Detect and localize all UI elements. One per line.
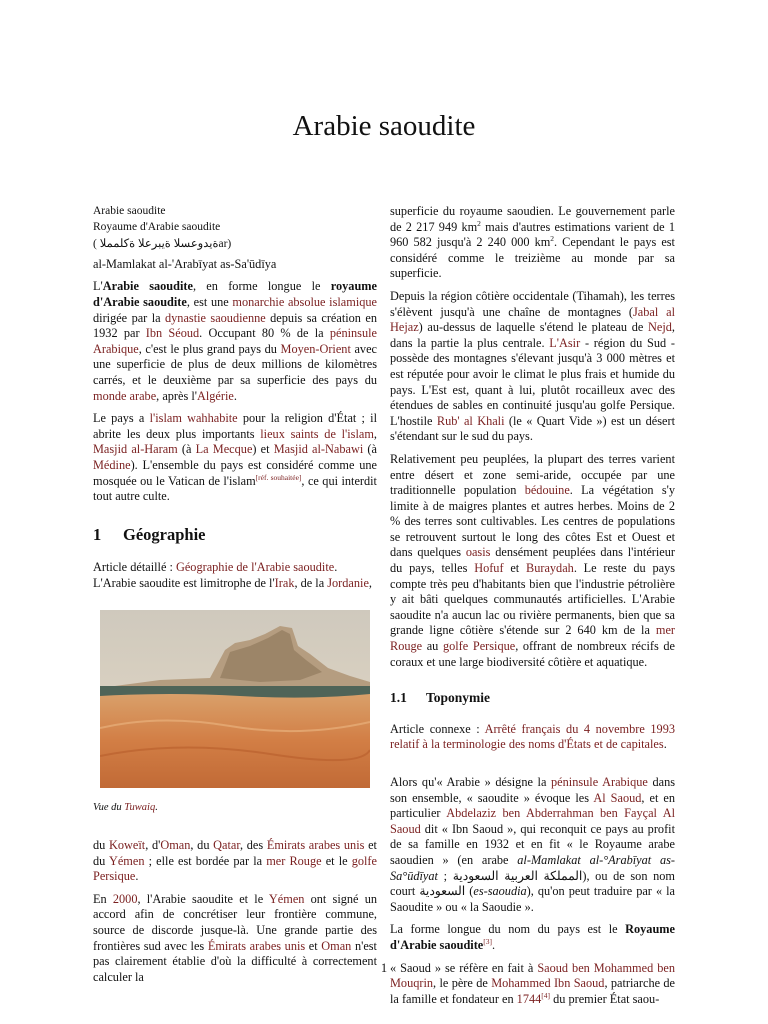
link-2000[interactable]: 2000	[112, 891, 138, 906]
toponymy-paragraph-2: La forme longue du nom du pays est le Royaume d'Arabie saoudite[3].	[390, 922, 675, 952]
link-hofuf[interactable]: Hofuf	[474, 561, 504, 576]
link-yemen[interactable]: Yémen	[108, 853, 145, 868]
link-peninsule-2[interactable]: péninsule Arabique	[551, 775, 648, 789]
tuwaiq-photo	[100, 610, 370, 788]
link-la-mecque[interactable]: La Mecque	[195, 442, 253, 457]
citation-4[interactable]: [4]	[541, 990, 551, 1000]
link-irak[interactable]: Irak	[274, 575, 295, 590]
left-column	[93, 204, 377, 992]
link-geographie-article[interactable]: Géographie de l'Arabie saoudite	[175, 560, 335, 575]
link-jabal-al-hejaz[interactable]: Jabal al Hejaz	[390, 304, 675, 335]
link-mer-rouge[interactable]: mer Rouge	[266, 853, 322, 868]
link-asir[interactable]: L'Asir	[549, 335, 581, 350]
page-title: Arabie saoudite	[292, 110, 476, 142]
neighbors-paragraph: du Koweït, d'Oman, du Qatar, des Émirats arabes unis et du Yémen ; elle est bordée par la mer Rouge et le golfe Persique.	[93, 838, 377, 884]
link-bedouine[interactable]: bédouine	[524, 483, 570, 498]
link-ibn-seoud[interactable]: Ibn Séoud	[145, 326, 200, 341]
link-peninsule[interactable]: péninsule Arabique	[93, 326, 377, 356]
link-oasis[interactable]: oasis	[465, 545, 491, 560]
link-monarchie[interactable]: monarchie absolue islamique	[232, 294, 377, 309]
intro-paragraph-2: Le pays a l'islam wahhabite pour la religion d'État ; il abrite les deux plus importants lieux saints de l'islam, Masjid al-Haram (à La Mecque) et Masjid al-Nabawi (à Médine). L'ensemble du pays est considéré comme une mosquée ou le Vatican de l'islam[réf. souhaitée], ce qui interdit tout autre culte.	[93, 411, 377, 504]
intro-paragraph-1: L'Arabie saoudite, en forme longue le royaume d'Arabie saoudite, est une monarchie absolue islamique dirigée par la dynastie saoudienne depuis sa création en 1932 par Ibn Séoud. Occupant 80 % de la péninsule Arabique, c'est le plus grand pays du Moyen-Orient avec une superficie de plus de deux millions de kilomètres carrés, et le deuxième par sa superficie des pays du monde arabe, après l'Algérie.	[93, 279, 377, 403]
link-oman-2[interactable]: Oman	[321, 938, 352, 953]
infobox-name: Arabie saoudite	[93, 205, 166, 217]
area-paragraph: superficie du royaume saoudien. Le gouvernement parle de 2 217 949 $km^2$ mais d'autres estimations varient de 1 960 582 jusqu'à 2 240 000 $km^2$. Cependant le pays est considéré comme le treizième au monde par sa superficie.	[390, 204, 675, 281]
link-rub-al-khali[interactable]: Rub' al Khali	[436, 413, 505, 428]
link-moyen-orient[interactable]: Moyen-Orient	[280, 341, 351, 356]
link-islam-wahhabite[interactable]: l'islam wahhabite	[149, 411, 238, 426]
link-yemen-2[interactable]: Yémen	[268, 891, 305, 906]
link-1744[interactable]: 1744	[516, 991, 542, 1006]
toponymy-paragraph-3: « Saoud » se réfère en fait à Saoud ben Mohammed ben Mouqrin, le père de Mohammed Ibn Saoud, patriarche de la famille et fondateur en 1744[4] du premier État saou-	[390, 960, 676, 1006]
link-tuwaiq[interactable]: Tuwaiq	[124, 802, 156, 814]
citation-3[interactable]: [3]	[483, 936, 493, 946]
population-paragraph: Relativement peu peuplées, la plupart des terres varient entre désert et zone semi-aride, occupée par une traditionnelle population bédouine. La végétation s'y limite à de maigres plantes et autres herbes. Moins de 2 % des terres sont cultivables. Les centres de populations se retrouvent surtout le long des côtes Est et Ouest et dans quelques oasis densément peuplées dans l'intérieur du pays, telles Hofuf et Buraydah. Le reste du pays compte très peu d'habitants bien que l'industrie pétrolière y ait bâti quelques communautés artificielles. L'Arabie saoudite n'a aucun lac ou rivière permanents, bien que sa grande ligne côtière s'étende sur 2 640 km de la mer Rouge au golfe Persique, offrant de nombreux récifs de coraux et une large biodiversité côtière et aquatique.	[390, 451, 676, 669]
infobox-transliteration: al-Mamlakat al-'Arabīyat as-Sa'ūdīya	[93, 256, 277, 271]
link-buraydah[interactable]: Buraydah	[526, 561, 574, 576]
infobox-long-name: Royaume d'Arabie saoudite	[93, 220, 221, 233]
connexe-article-note: Article connexe : Arrêté français du 4 novembre 1993 relatif à la terminologie des noms d'États et de capitales.	[390, 721, 675, 752]
link-algerie[interactable]: Algérie	[196, 388, 234, 403]
link-golfe-persique-2[interactable]: golfe Persique	[442, 639, 516, 654]
detail-article-note: Article détaillé : Géographie de l'Arabie saoudite.	[93, 560, 338, 575]
section-heading-geographie: 1 Géographie	[93, 524, 206, 544]
infobox-arabic-name: ( ةيدوعسلا ةيبرعلا ةكلمملاar)	[93, 238, 232, 251]
link-nejd[interactable]: Nejd	[648, 320, 672, 335]
link-masjid-al-haram[interactable]: Masjid al-Haram	[93, 442, 178, 457]
link-mohammed-ibn-saoud[interactable]: Mohammed Ibn Saoud	[491, 976, 605, 991]
link-dynastie[interactable]: dynastie saoudienne	[165, 310, 266, 325]
limit-line: L'Arabie saoudite est limitrophe de l'Irak, de la Jordanie,	[93, 575, 372, 590]
regions-paragraph: Depuis la région côtière occidentale (Tihamah), les terres s'élèvent jusqu'à une chaîne de montagnes (Jabal al Hejaz) au-dessus de laquelle s'étend le plateau de Nejd, dans la partie la plus centrale. L'Asir - région du Sud - possède des montagnes s'élevant jusqu'à 3 000 mètres et est réputée pour avoir le climat le plus frais et humide du pays. L'Est est, quant à lui, plutôt rocailleux avec des étendues de sables en continuité jusqu'au golfe Persique. L'hostile Rub' al Khali (le « Quart Vide ») est un désert s'étendant sur le sud du pays.	[390, 288, 676, 444]
link-jordanie[interactable]: Jordanie	[327, 575, 369, 590]
link-golfe-persique[interactable]: golfe Persique	[93, 853, 377, 884]
link-emirats-2[interactable]: Émirats arabes unis	[207, 938, 306, 953]
citation-needed[interactable]: [réf. souhaitée]	[255, 472, 302, 482]
link-mer-rouge-2[interactable]: mer Rouge	[390, 623, 675, 654]
link-medine[interactable]: Médine	[93, 457, 131, 472]
right-column	[390, 204, 675, 1014]
link-emirats[interactable]: Émirats arabes unis	[266, 838, 365, 853]
border-paragraph: En 2000, l'Arabie saoudite et le Yémen ont signé un accord afin de concrétiser leur frontière commune, source de discorde jusque-là. Une grande partie des frontières sud avec les Émirats arabes unis et Oman n'est pas clairement établie d'où la difficulté à correctement calculer la	[93, 891, 378, 984]
link-oman[interactable]: Oman	[160, 838, 191, 853]
page-number: 1	[380, 961, 388, 975]
figure-caption: Vue du Tuwaiq.	[93, 802, 158, 814]
section-heading-toponymie: 1.1 Toponymie	[390, 690, 491, 706]
link-qatar[interactable]: Qatar	[213, 838, 240, 853]
link-arrete-1993[interactable]: Arrêté français du 4 novembre 1993 relatif à la terminologie des noms d'États et de capitales	[390, 721, 675, 752]
link-abdelaziz[interactable]: Abdelaziz ben Abderrahman ben Fayçal Al Saoud	[390, 806, 675, 836]
toponymy-paragraph-1: Alors qu'« Arabie » désigne la péninsule Arabique dans son ensemble, « saoudite » évoque les Al Saoud, et en particulier Abdelaziz ben Abderrahman ben Fayçal Al Saoud dit « Ibn Saoud », qui reconquit ce pays au profit de sa famille en 1932 et en fit « le Royaume arabe saoudien » (en arabe al-Mamlakat al-°Arabīyat as-Sa°ūdīyat ; المملكة العربية السعودية), ou de son nom court السعودية (es-saoudia), qu'on peut traduire par « la Saoudite » ou « la Saoudie ».	[390, 775, 676, 914]
link-koweit[interactable]: Koweït	[109, 838, 146, 853]
link-saoud-ben-mohammed[interactable]: Saoud ben Mohammed ben Mouqrin	[390, 960, 675, 991]
link-masjid-al-nabawi[interactable]: Masjid al-Nabawi	[273, 442, 364, 457]
link-monde-arabe[interactable]: monde arabe	[93, 388, 157, 403]
link-lieux-saints[interactable]: lieux saints de l'islam	[260, 426, 374, 441]
link-al-saoud[interactable]: Al Saoud	[593, 790, 642, 805]
